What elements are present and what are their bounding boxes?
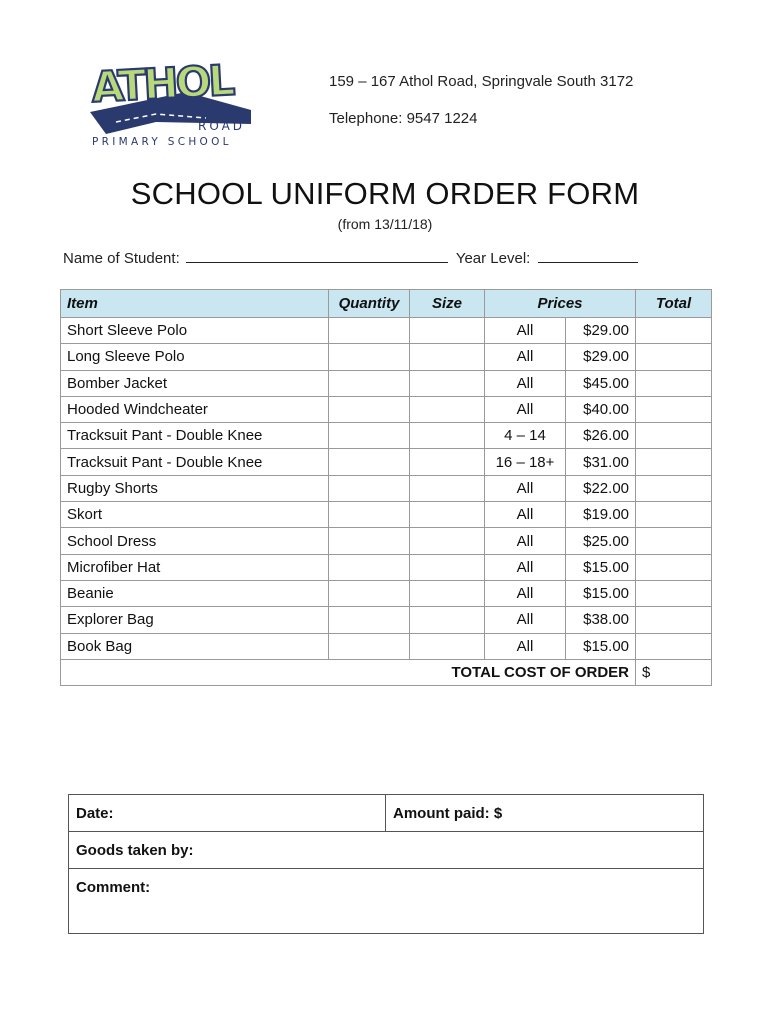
quantity-input[interactable] (329, 528, 410, 554)
row-total-input[interactable] (636, 423, 712, 449)
size-input[interactable] (410, 528, 485, 554)
item-name: Skort (61, 502, 329, 528)
quantity-input[interactable] (329, 370, 410, 396)
header-item: Item (61, 290, 329, 318)
item-name: School Dress (61, 528, 329, 554)
item-name: Beanie (61, 580, 329, 606)
table-row (61, 423, 712, 449)
row-total-input[interactable] (636, 607, 712, 633)
table-row (61, 580, 712, 606)
item-name: Explorer Bag (61, 607, 329, 633)
price-size: 4 – 14 (485, 423, 566, 449)
row-total-input[interactable] (636, 475, 712, 501)
price-value: $25.00 (566, 528, 636, 554)
price-size: All (485, 318, 566, 344)
item-name: Tracksuit Pant - Double Knee (61, 449, 329, 475)
school-telephone: Telephone: 9547 1224 (329, 110, 478, 127)
item-name: Hooded Windcheater (61, 396, 329, 422)
total-cost-field[interactable]: $ (636, 659, 712, 685)
price-size: 16 – 18+ (485, 449, 566, 475)
svg-text:ATHOL: ATHOL (90, 55, 234, 112)
quantity-input[interactable] (329, 396, 410, 422)
size-input[interactable] (410, 607, 485, 633)
row-total-input[interactable] (636, 554, 712, 580)
year-level-field[interactable] (538, 248, 638, 263)
price-value: $19.00 (566, 502, 636, 528)
row-total-input[interactable] (636, 449, 712, 475)
uniform-order-table (60, 289, 712, 686)
price-size: All (485, 528, 566, 554)
office-use-table (68, 794, 704, 934)
size-input[interactable] (410, 580, 485, 606)
date-label: Date: (76, 804, 114, 822)
table-row (61, 502, 712, 528)
table-row (61, 607, 712, 633)
school-address: 159 – 167 Athol Road, Springvale South 3172 (329, 73, 634, 90)
item-name: Long Sleeve Polo (61, 344, 329, 370)
price-value: $38.00 (566, 607, 636, 633)
item-name: Bomber Jacket (61, 370, 329, 396)
year-level-label: Year Level: (455, 250, 531, 267)
student-name-label: Name of Student: (63, 250, 180, 267)
quantity-input[interactable] (329, 502, 410, 528)
quantity-input[interactable] (329, 554, 410, 580)
table-row (61, 633, 712, 659)
price-value: $15.00 (566, 580, 636, 606)
row-total-input[interactable] (636, 370, 712, 396)
item-name: Tracksuit Pant - Double Knee (61, 423, 329, 449)
item-name: Rugby Shorts (61, 475, 329, 501)
size-input[interactable] (410, 396, 485, 422)
table-header-row (61, 290, 712, 318)
table-row (61, 396, 712, 422)
item-name: Microfiber Hat (61, 554, 329, 580)
goods-taken-field[interactable] (69, 832, 704, 869)
comment-field[interactable] (69, 869, 704, 934)
price-size: All (485, 344, 566, 370)
header-total: Total (636, 290, 712, 318)
size-input[interactable] (410, 475, 485, 501)
price-size: All (485, 607, 566, 633)
table-row (61, 554, 712, 580)
amount-paid-label: Amount paid: $ (393, 804, 503, 822)
header-size: Size (410, 290, 485, 318)
header-prices: Prices (485, 290, 636, 318)
row-total-input[interactable] (636, 528, 712, 554)
price-size: All (485, 580, 566, 606)
price-size: All (485, 396, 566, 422)
row-total-input[interactable] (636, 633, 712, 659)
svg-text:ROAD: ROAD (198, 119, 246, 133)
price-value: $22.00 (566, 475, 636, 501)
row-total-input[interactable] (636, 580, 712, 606)
table-row (61, 449, 712, 475)
comment-label: Comment: (76, 879, 151, 896)
quantity-input[interactable] (329, 318, 410, 344)
amount-paid-field[interactable] (386, 795, 704, 832)
size-input[interactable] (410, 502, 485, 528)
price-value: $29.00 (566, 318, 636, 344)
school-logo (86, 52, 258, 148)
total-cost-label: TOTAL COST OF ORDER (61, 659, 636, 685)
price-size: All (485, 554, 566, 580)
table-row (61, 528, 712, 554)
size-input[interactable] (410, 370, 485, 396)
page-title: SCHOOL UNIFORM ORDER FORM (130, 176, 640, 211)
table-row (61, 318, 712, 344)
quantity-input[interactable] (329, 580, 410, 606)
student-name-field[interactable] (186, 248, 448, 263)
price-value: $29.00 (566, 344, 636, 370)
quantity-input[interactable] (329, 475, 410, 501)
size-input[interactable] (410, 633, 485, 659)
price-value: $40.00 (566, 396, 636, 422)
quantity-input[interactable] (329, 423, 410, 449)
price-size: All (485, 370, 566, 396)
price-size: All (485, 633, 566, 659)
quantity-input[interactable] (329, 449, 410, 475)
price-size: All (485, 475, 566, 501)
goods-taken-label: Goods taken by: (76, 841, 194, 859)
table-row (61, 370, 712, 396)
size-input[interactable] (410, 318, 485, 344)
svg-text:PRIMARY SCHOOL: PRIMARY SCHOOL (92, 136, 232, 148)
date-field[interactable] (69, 795, 386, 832)
student-info-row (63, 248, 638, 267)
quantity-input[interactable] (329, 344, 410, 370)
total-row (61, 659, 712, 685)
quantity-input[interactable] (329, 633, 410, 659)
item-name: Book Bag (61, 633, 329, 659)
size-input[interactable] (410, 449, 485, 475)
size-input[interactable] (410, 423, 485, 449)
quantity-input[interactable] (329, 607, 410, 633)
price-value: $31.00 (566, 449, 636, 475)
row-total-input[interactable] (636, 318, 712, 344)
table-row (61, 344, 712, 370)
price-value: $15.00 (566, 633, 636, 659)
price-value: $45.00 (566, 370, 636, 396)
row-total-input[interactable] (636, 502, 712, 528)
row-total-input[interactable] (636, 344, 712, 370)
price-value: $26.00 (566, 423, 636, 449)
header-quantity: Quantity (329, 290, 410, 318)
price-value: $15.00 (566, 554, 636, 580)
page-subtitle: (from 13/11/18) (337, 216, 433, 232)
item-name: Short Sleeve Polo (61, 318, 329, 344)
row-total-input[interactable] (636, 396, 712, 422)
price-size: All (485, 502, 566, 528)
table-row (61, 475, 712, 501)
size-input[interactable] (410, 554, 485, 580)
size-input[interactable] (410, 344, 485, 370)
